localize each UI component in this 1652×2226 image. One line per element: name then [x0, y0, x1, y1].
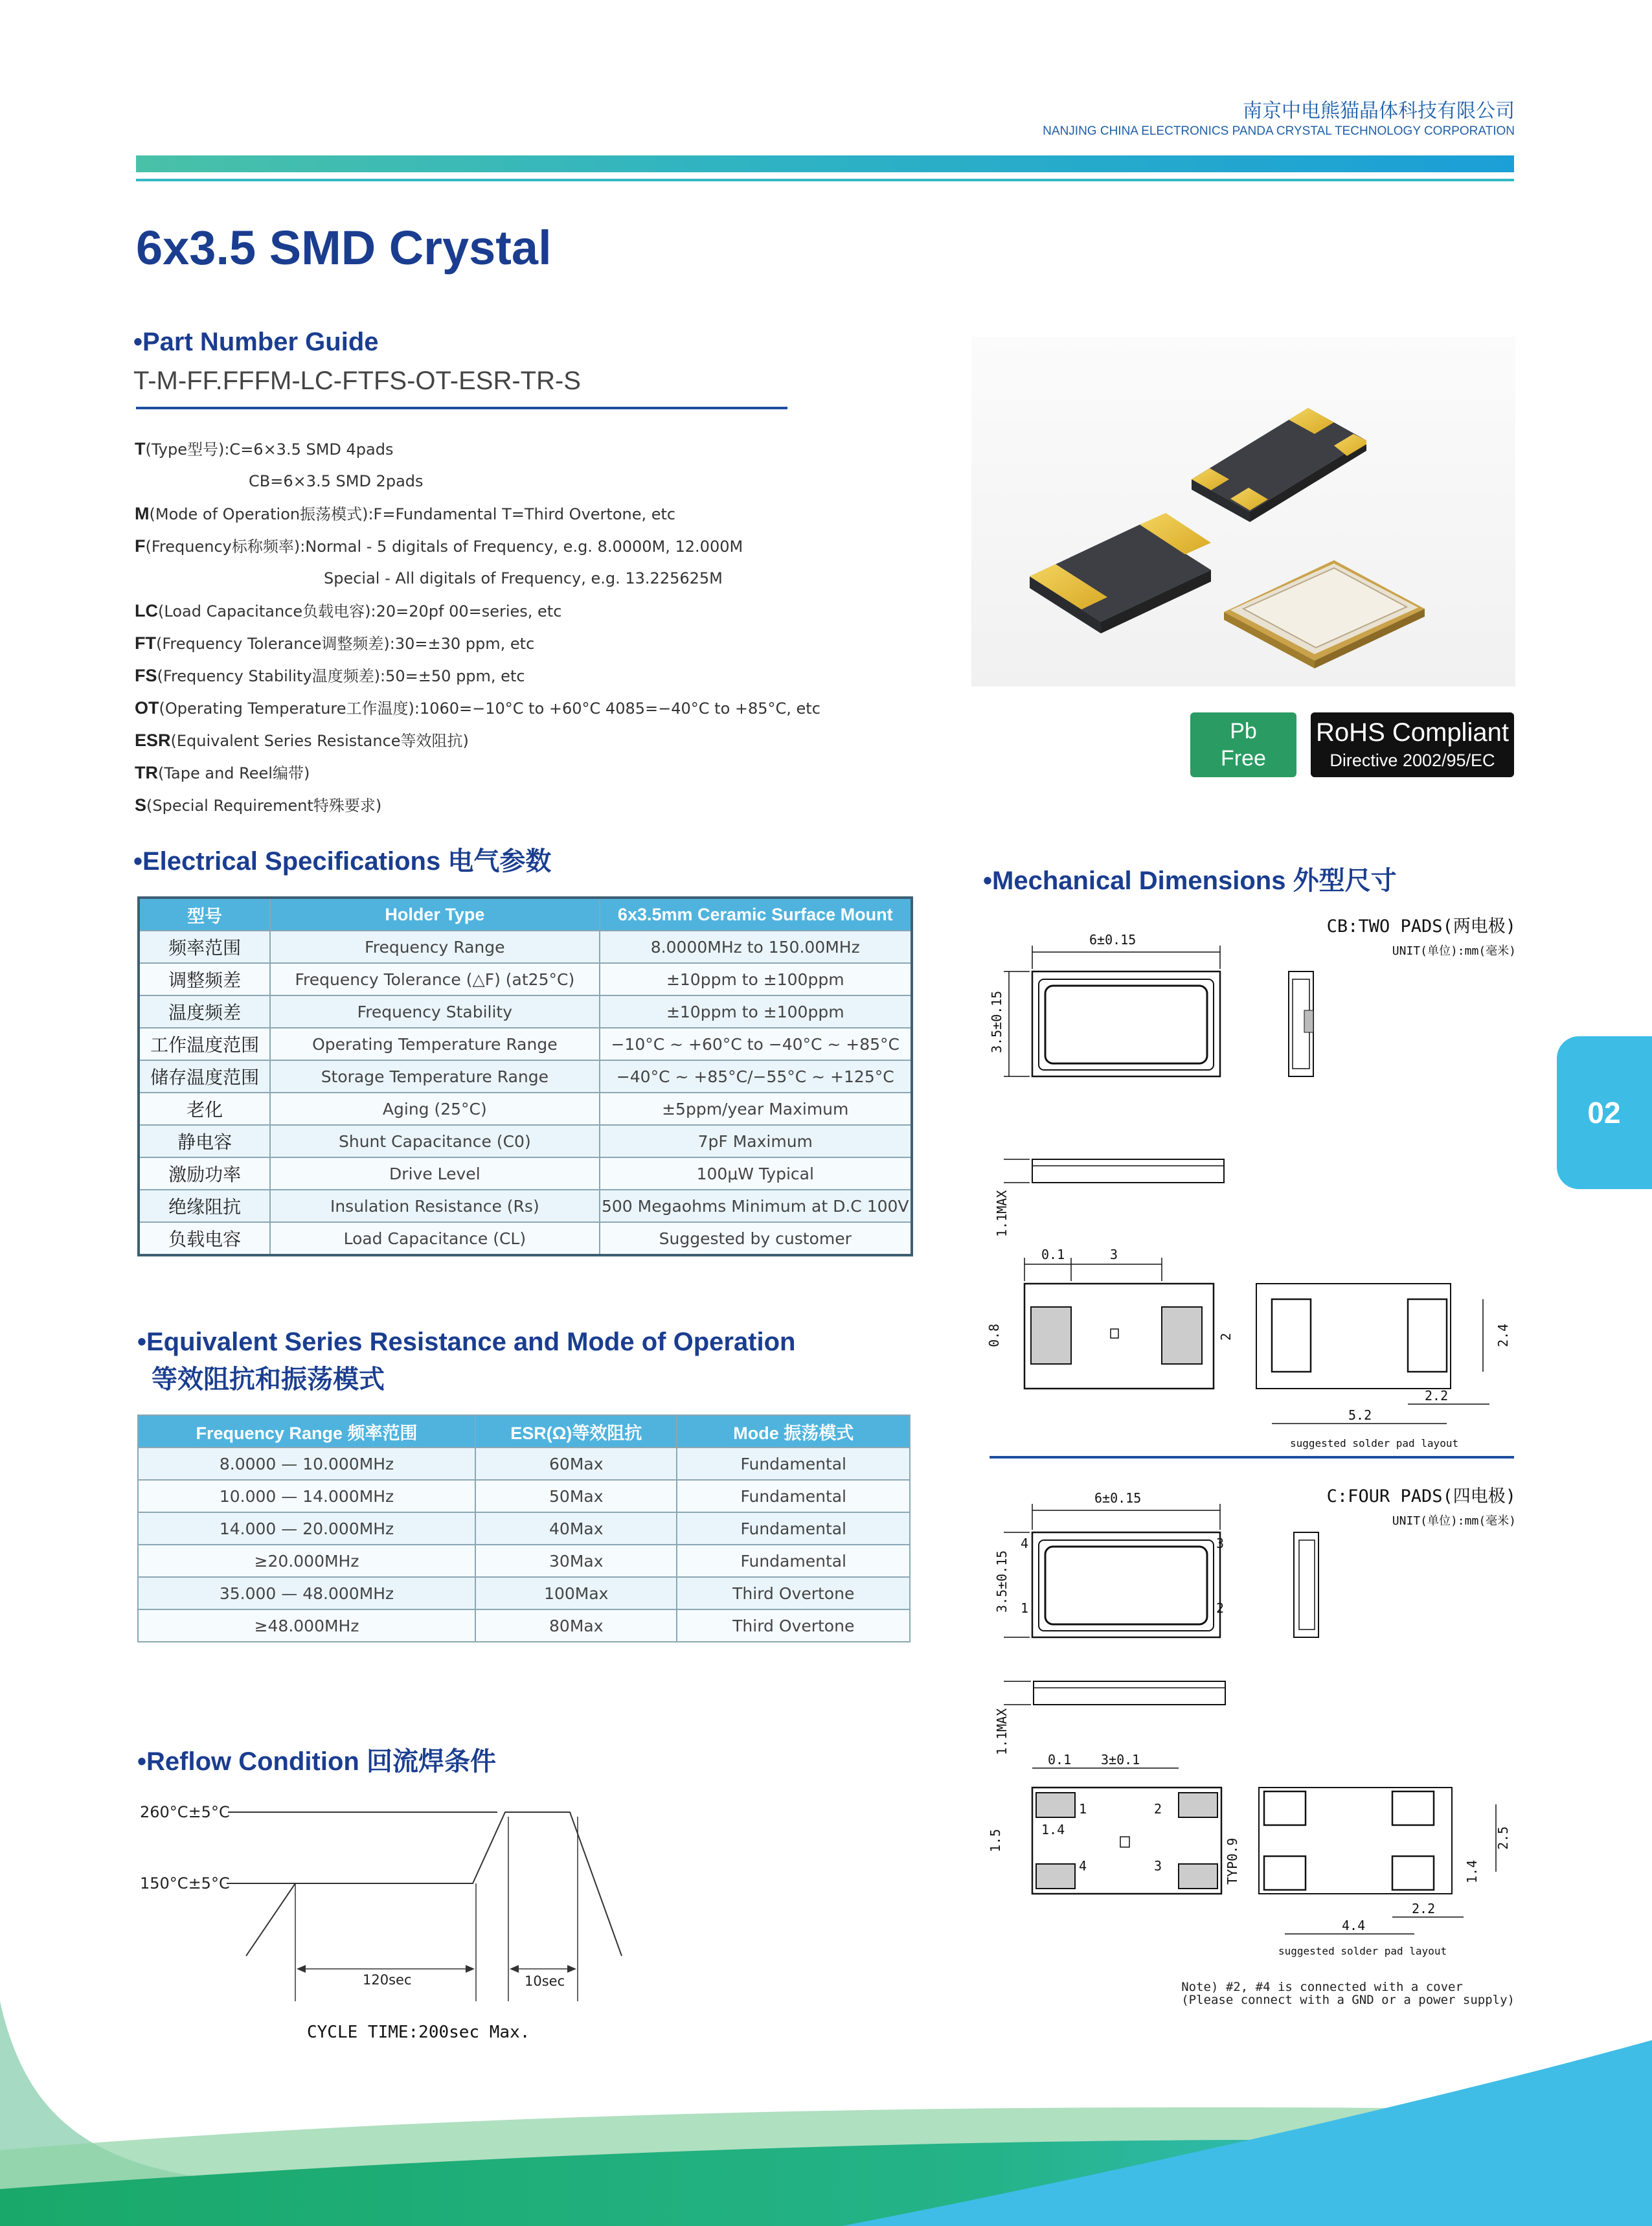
rohs-badge: [1311, 712, 1514, 777]
table-cell: 80Max: [475, 1609, 677, 1642]
table-row: [139, 963, 912, 995]
guide-row: [135, 692, 820, 724]
table-cell: Drive Level: [270, 1157, 599, 1190]
cb-dim-22: 2.2: [1425, 1388, 1449, 1403]
rohs-directive: Directive 2002/95/EC: [1330, 751, 1495, 770]
c-unit-label: UNIT(单位):mm(毫米): [1392, 1514, 1516, 1528]
guide-text: (Frequency Stability温度频差):50=±50 ppm, etc: [157, 667, 525, 685]
guide-text: (Type型号):C=6×3.5 SMD 4pads: [145, 440, 394, 459]
electrical-spec-table: [137, 896, 913, 1256]
table-cell: Aging (25°C): [270, 1093, 599, 1125]
guide-key: F: [135, 536, 146, 556]
guide-row: [135, 659, 820, 692]
electrical-heading-cn: 电气参数: [447, 846, 552, 876]
reflow-heading-cn: 回流焊条件: [366, 1747, 496, 1777]
guide-key: FT: [135, 633, 156, 653]
cb-side-hatch: [1304, 1010, 1313, 1032]
guide-key: S: [135, 795, 147, 815]
table-header: 6x3.5mm Ceramic Surface Mount: [600, 898, 912, 931]
table-cell: 温度频差: [139, 995, 270, 1028]
guide-row: [135, 530, 820, 562]
guide-text: (Tape and Reel编带): [158, 764, 310, 782]
guide-text: (Frequency标称频率):Normal - 5 digitals of Frequency, e.g. 8.0000M, 12.000M: [145, 538, 743, 556]
c-dim-height: 3.5±0.15: [994, 1550, 1010, 1613]
table-cell: 激励功率: [139, 1157, 270, 1190]
cb-dim-24: 2.4: [1495, 1323, 1511, 1347]
table-cell: Suggested by customer: [600, 1222, 912, 1255]
c-pad-num-2: 2: [1216, 1600, 1225, 1616]
c-dim-14b: 1.4: [1464, 1859, 1480, 1883]
c-crystal-symbol: [1120, 1837, 1129, 1847]
guide-row: [135, 497, 820, 530]
mechanical-heading: [983, 860, 1397, 897]
table-cell: 50Max: [475, 1480, 677, 1512]
guide-text: (Load Capacitance负载电容):20=20pf 00=series, etc: [158, 602, 562, 620]
footer-waves: [0, 2001, 1652, 2226]
esr-table: [137, 1414, 911, 1642]
note-line-1: Note) #2, #4 is connected with a cover: [1181, 1980, 1463, 1994]
c-top-view-outline: [1032, 1532, 1220, 1637]
reflow-heading: [137, 1741, 496, 1778]
table-cell: 500 Megaohms Minimum at D.C 100V: [600, 1190, 912, 1222]
table-row: [138, 1545, 910, 1577]
cb-dim-height: 3.5±0.15: [989, 990, 1004, 1053]
cb-dim-thickness: 1.1MAX: [994, 1190, 1010, 1237]
page-number-tab: 02: [1557, 1036, 1652, 1189]
table-header: 型号: [139, 898, 270, 931]
cb-unit-label: UNIT(单位):mm(毫米): [1392, 944, 1516, 958]
cb-solder-note: suggested solder pad layout: [1290, 1437, 1459, 1449]
c-pad-2: [1179, 1793, 1217, 1817]
c-pad-num-4: 4: [1021, 1536, 1029, 1551]
rohs-title: RoHS Compliant: [1316, 718, 1509, 747]
table-row: [139, 1028, 912, 1060]
table-row: [139, 995, 912, 1028]
table-row: [139, 1157, 912, 1190]
table-cell: Fundamental: [677, 1512, 910, 1545]
table-cell: 8.0000MHz to 150.00MHz: [600, 931, 912, 963]
table-cell: Load Capacitance (CL): [270, 1222, 599, 1255]
table-cell: 30Max: [475, 1545, 677, 1577]
electrical-heading-en: •Electrical Specifications: [133, 847, 441, 876]
cb-lid-outline: [1039, 979, 1214, 1070]
guide-row: [135, 724, 820, 756]
c-side-view-inner: [1299, 1540, 1315, 1630]
cb-two-pads-label: CB:TWO PADS(两电极): [1326, 916, 1516, 937]
table-cell: 10.000 — 14.000MHz: [138, 1480, 475, 1512]
cb-layout-pad-right: [1408, 1299, 1447, 1372]
part-number-code: T-M-FF.FFFM-LC-FTFS-OT-ESR-TR-S: [133, 367, 581, 395]
c-dim-typ09: TYP0.9: [1225, 1837, 1240, 1885]
table-cell: Frequency Stability: [270, 995, 599, 1028]
reflow-temp-low: 150°C±5°C: [140, 1874, 230, 1892]
guide-key: TR: [135, 763, 158, 782]
table-row: [138, 1448, 910, 1480]
table-cell: Frequency Range: [270, 931, 599, 963]
table-cell: ±5ppm/year Maximum: [600, 1093, 912, 1125]
table-cell: −40°C ~ +85°C/−55°C ~ +125°C: [600, 1060, 912, 1093]
guide-key: OT: [135, 698, 159, 718]
page-title: 6x3.5 SMD Crystal: [136, 221, 552, 275]
c-pad-num-3: 3: [1216, 1536, 1225, 1551]
c-mechanical-drawing: [984, 1477, 1528, 2008]
table-cell: Third Overtone: [677, 1609, 910, 1642]
table-cell: 静电容: [139, 1125, 270, 1157]
guide-row: [135, 627, 820, 659]
guide-row: [135, 789, 820, 821]
arrow-head: [510, 1965, 519, 1973]
c-pad-layout-outline: [1259, 1788, 1452, 1894]
pb-free-badge: [1190, 712, 1296, 777]
c-pad-1: [1036, 1793, 1075, 1817]
table-cell: ≥20.000MHz: [138, 1545, 475, 1577]
company-name-en: NANJING CHINA ELECTRONICS PANDA CRYSTAL TECHNOLOGY CORPORATION: [1043, 124, 1515, 138]
table-header: ESR(Ω)等效阻抗: [475, 1415, 677, 1448]
c-dim-25: 2.5: [1495, 1826, 1511, 1850]
table-cell: 14.000 — 20.000MHz: [138, 1512, 475, 1545]
c-bottom-num-1: 1: [1079, 1801, 1087, 1817]
mechanical-heading-cn: 外型尺寸: [1293, 866, 1397, 896]
cb-dim-3: 3: [1110, 1247, 1118, 1262]
cb-layout-pad-left: [1272, 1299, 1311, 1372]
table-cell: 8.0000 — 10.000MHz: [138, 1448, 475, 1480]
cb-top-view-outline: [1032, 971, 1220, 1076]
c-lid-outline: [1039, 1540, 1214, 1631]
table-cell: 35.000 — 48.000MHz: [138, 1577, 475, 1609]
reflow-profile-curve: [246, 1812, 622, 1956]
c-solder-note: suggested solder pad layout: [1278, 1945, 1447, 1957]
free-label: Free: [1221, 746, 1266, 771]
part-number-underline: [136, 407, 787, 409]
electrical-heading: [133, 841, 551, 878]
reflow-duration-2: 10sec: [525, 1973, 565, 1989]
esr-heading-cn: [152, 1359, 385, 1396]
table-row: [139, 1125, 912, 1157]
table-row: [138, 1577, 910, 1609]
c-dim-44: 4.4: [1342, 1918, 1366, 1933]
c-dim-3: 3±0.1: [1101, 1752, 1140, 1767]
c-bottom-num-4: 4: [1079, 1858, 1087, 1874]
reflow-temp-high: 260°C±5°C: [140, 1803, 230, 1821]
cb-mechanical-drawing: [984, 920, 1528, 1457]
company-name-cn: 南京中电熊猫晶体科技有限公司: [1243, 100, 1515, 122]
table-cell: Shunt Capacitance (C0): [270, 1125, 599, 1157]
table-cell: Frequency Tolerance (△F) (at25°C): [270, 963, 599, 995]
header-line: [136, 179, 1514, 181]
cb-dim-52: 5.2: [1348, 1407, 1372, 1423]
guide-row: [135, 595, 820, 627]
part-number-guide: [135, 433, 820, 821]
table-cell: 100μW Typical: [600, 1157, 912, 1190]
table-row: [139, 931, 912, 963]
cb-crystal-symbol: [1111, 1329, 1118, 1338]
table-cell: −10°C ~ +60°C to −40°C ~ +85°C: [600, 1028, 912, 1060]
reflow-heading-en: •Reflow Condition: [137, 1747, 359, 1776]
table-row: [138, 1480, 910, 1512]
table-cell: 频率范围: [139, 931, 270, 963]
table-header: Holder Type: [270, 898, 599, 931]
guide-row: [135, 562, 820, 595]
table-row: [138, 1609, 910, 1642]
table-row: [139, 1060, 912, 1093]
c-dim-width: 6±0.15: [1094, 1490, 1142, 1506]
table-cell: Fundamental: [677, 1545, 910, 1577]
guide-text: (Frequency Tolerance调整频差):30=±30 ppm, etc: [156, 635, 535, 653]
arrow-head: [466, 1965, 475, 1973]
c-bottom-num-3: 3: [1154, 1858, 1162, 1874]
cb-dim-width: 6±0.15: [1089, 932, 1137, 948]
table-header-row: [138, 1415, 910, 1448]
guide-key: M: [135, 504, 150, 523]
c-pad-4: [1036, 1864, 1075, 1889]
table-cell: 7pF Maximum: [600, 1125, 912, 1157]
guide-text: (Operating Temperature工作温度):1060=−10°C to +60°C 4085=−40°C to +85°C, etc: [159, 699, 820, 718]
c-pad-num-1: 1: [1021, 1600, 1029, 1616]
cb-pad-left: [1031, 1307, 1071, 1364]
cb-dim-01: 0.1: [1041, 1247, 1065, 1262]
c-dim-01: 0.1: [1048, 1752, 1072, 1767]
table-row: [139, 1222, 912, 1255]
c-layout-pad: [1392, 1791, 1434, 1825]
table-cell: 100Max: [475, 1577, 677, 1609]
table-cell: Operating Temperature Range: [270, 1028, 599, 1060]
cb-front-view: [1032, 1159, 1224, 1183]
arrow-head: [567, 1965, 576, 1973]
table-cell: Storage Temperature Range: [270, 1060, 599, 1093]
table-cell: 60Max: [475, 1448, 677, 1480]
table-row: [138, 1512, 910, 1545]
c-dim-14: 1.4: [1041, 1822, 1065, 1837]
c-pad-3: [1179, 1864, 1217, 1889]
reflow-cycle-time: CYCLE TIME:200sec Max.: [307, 2023, 530, 2042]
table-cell: 老化: [139, 1093, 270, 1125]
reflow-duration-1: 120sec: [363, 1972, 412, 1988]
guide-row: [135, 756, 820, 789]
header-bar: [136, 155, 1514, 172]
table-cell: ±10ppm to ±100ppm: [600, 963, 912, 995]
guide-key: ESR: [135, 731, 171, 750]
c-lid-inner: [1045, 1547, 1207, 1624]
c-front-view: [1034, 1681, 1225, 1705]
esr-heading-en: •Equivalent Series Resistance and Mode of Operation: [137, 1328, 796, 1356]
cb-lid-inner: [1045, 986, 1207, 1063]
guide-text: (Equivalent Series Resistance等效阻抗): [170, 732, 469, 750]
table-cell: Third Overtone: [677, 1577, 910, 1609]
cb-dim-08: 0.8: [986, 1323, 1002, 1347]
c-layout-pad: [1392, 1856, 1434, 1890]
table-cell: ≥48.000MHz: [138, 1609, 475, 1642]
arrow-head: [297, 1965, 306, 1973]
guide-key: LC: [135, 601, 158, 620]
table-row: [139, 1190, 912, 1222]
table-header: Mode 振荡模式: [677, 1415, 910, 1448]
table-cell: 工作温度范围: [139, 1028, 270, 1060]
table-cell: 储存温度范围: [139, 1060, 270, 1093]
table-row: [139, 1093, 912, 1125]
c-bottom-num-2: 2: [1154, 1801, 1162, 1817]
table-cell: 40Max: [475, 1512, 677, 1545]
guide-row: [135, 433, 820, 465]
table-cell: Fundamental: [677, 1480, 910, 1512]
table-header-row: [139, 898, 912, 931]
guide-key: FS: [135, 666, 157, 685]
table-cell: 调整频差: [139, 963, 270, 995]
guide-text: (Special Requirement特殊要求): [146, 797, 382, 815]
c-layout-pad: [1264, 1791, 1306, 1825]
mechanical-divider: [990, 1456, 1514, 1459]
c-dim-15: 1.5: [988, 1828, 1003, 1852]
table-cell: Fundamental: [677, 1448, 910, 1480]
product-photo: [971, 337, 1515, 687]
guide-row: [135, 465, 820, 497]
guide-text: (Mode of Operation振荡模式):F=Fundamental T=Third Overtone, etc: [149, 505, 676, 523]
guide-key: T: [135, 439, 146, 459]
table-header: Frequency Range 频率范围: [138, 1415, 475, 1448]
table-cell: 负载电容: [139, 1222, 270, 1255]
mechanical-heading-en: •Mechanical Dimensions: [983, 867, 1286, 895]
part-number-heading: •Part Number Guide: [133, 328, 379, 356]
table-cell: 绝缘阻抗: [139, 1190, 270, 1222]
c-four-pads-label: C:FOUR PADS(四电极): [1326, 1486, 1516, 1506]
table-cell: Insulation Resistance (Rs): [270, 1190, 599, 1222]
esr-heading-cn-text: 等效阻抗和振荡模式: [152, 1365, 385, 1394]
cb-pad-right: [1162, 1307, 1202, 1364]
pb-label: Pb: [1230, 719, 1257, 744]
table-cell: ±10ppm to ±100ppm: [600, 995, 912, 1028]
c-dim-22: 2.2: [1412, 1901, 1436, 1916]
c-dim-thickness: 1.1MAX: [994, 1708, 1010, 1755]
cb-dim-2: 2: [1218, 1332, 1234, 1341]
guide-text: CB=6×3.5 SMD 2pads: [249, 472, 424, 490]
note-line-2: (Please connect with a GND or a power supply): [1181, 1993, 1515, 2007]
c-layout-pad: [1264, 1856, 1306, 1890]
guide-text: Special - All digitals of Frequency, e.g. 13.225625M: [324, 569, 723, 587]
